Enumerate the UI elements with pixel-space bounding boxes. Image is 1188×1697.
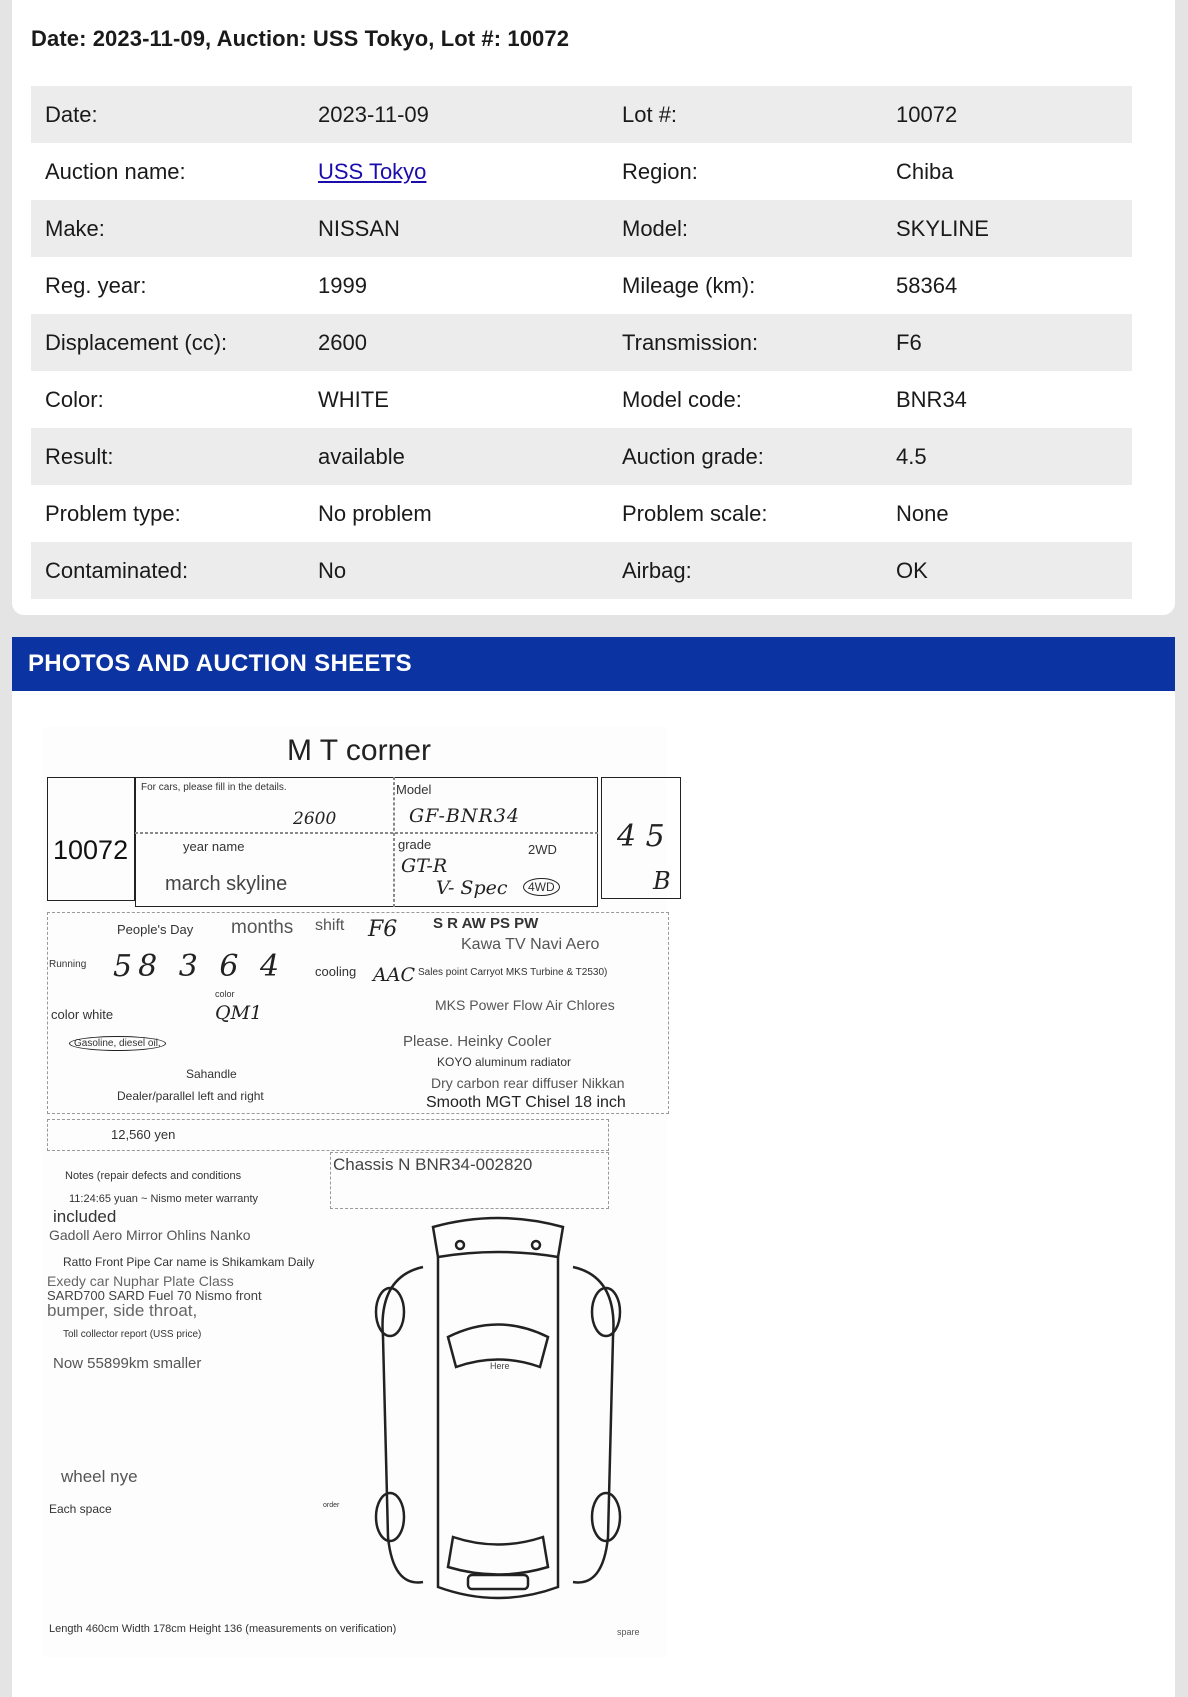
sheet-grade-label: grade <box>398 837 432 852</box>
sheet-grade-sub: V- Spec <box>436 877 508 899</box>
sheet-running-label: Running <box>49 959 87 970</box>
sheet-order: order <box>323 1502 340 1509</box>
sheet-notes-label: Notes (repair defects and conditions <box>65 1170 242 1182</box>
sheet-fill-note: For cars, please fill in the details. <box>141 782 287 793</box>
sheet-displacement: 2600 <box>293 809 337 829</box>
wheel-front-left <box>376 1288 404 1336</box>
sheet-notes-line6: SARD700 SARD Fuel 70 Nismo front <box>47 1288 262 1303</box>
sheet-notes-line1: 11:24:65 yuan ~ Nismo meter warranty <box>69 1193 259 1205</box>
sheet-notes-line2: included <box>53 1207 117 1226</box>
sheet-kawa: Kawa TV Navi Aero <box>461 936 600 953</box>
detail-value: BNR34 <box>896 386 967 412</box>
sheet-model-code: GF-BNR34 <box>409 805 520 827</box>
detail-label: Result: <box>31 428 304 485</box>
sheet-now-smaller: Now 55899km smaller <box>53 1355 202 1372</box>
details-row <box>31 542 1132 599</box>
sheet-chassis: Chassis N BNR34-002820 <box>333 1155 533 1174</box>
wheel-front-right <box>592 1288 620 1336</box>
detail-label: Transmission: <box>608 314 882 371</box>
car-mirror-left <box>456 1241 464 1249</box>
sheet-shift-value: F6 <box>368 917 398 942</box>
sheet-koyo: KOYO aluminum radiator <box>437 1055 572 1069</box>
detail-label: Model: <box>608 200 882 257</box>
auction-details-table <box>31 86 1132 599</box>
auction-sheet-image[interactable] <box>43 727 671 1657</box>
detail-label: Displacement (cc): <box>31 314 304 371</box>
sheet-sales-point: Sales point Carryot MKS Turbine & T2530) <box>418 967 608 978</box>
car-rear-light <box>468 1575 528 1589</box>
sheet-grade-value: GT-R <box>401 855 448 877</box>
sheet-divider <box>135 832 598 834</box>
photos-card <box>12 637 1175 1697</box>
sheet-cooling-label: cooling <box>315 964 357 979</box>
sheet-notes-line5: Exedy car Nuphar Plate Class <box>47 1273 234 1289</box>
detail-label: Airbag: <box>608 542 882 599</box>
details-row <box>31 485 1132 542</box>
detail-value[interactable] <box>304 143 608 200</box>
detail-value: WHITE <box>318 386 389 412</box>
details-row <box>31 86 1132 143</box>
sheet-notes-line7: bumper, side throat, <box>47 1301 198 1320</box>
sheet-color-code: QM1 <box>215 1002 263 1024</box>
detail-label: Contaminated: <box>31 542 304 599</box>
detail-value: Chiba <box>896 158 954 184</box>
sheet-fuel: Gasoline, diesel oil, <box>69 1036 166 1051</box>
sheet-notes-line4: Ratto Front Pipe Car name is Shikamkam Daily <box>63 1255 315 1269</box>
sheet-length: Length 460cm Width 178cm Height 136 (measurements on verification) <box>49 1623 397 1635</box>
sheet-cooling-value: AAC <box>373 964 415 986</box>
sheet-dry-carbon: Dry carbon rear diffuser Nikkan <box>431 1075 625 1091</box>
sheet-heinky: Please. Heinky Cooler <box>403 1033 552 1050</box>
detail-label: Problem scale: <box>622 500 768 526</box>
sheet-notes-line3: Gadoll Aero Mirror Ohlins Nanko <box>49 1227 251 1243</box>
detail-value: F6 <box>882 314 1132 371</box>
wheel-rear-right <box>592 1493 620 1541</box>
sheet-options: S R AW PS PW <box>433 915 539 932</box>
auction-title: Date: 2023-11-09, Auction: USS Tokyo, Lot #: 10072 <box>31 26 570 51</box>
detail-value: 2600 <box>304 314 608 371</box>
sheet-model-label: Model <box>396 782 432 797</box>
detail-value: SKYLINE <box>882 200 1132 257</box>
car-diagram <box>368 1217 628 1617</box>
sheet-corner-title: M T corner <box>287 734 431 767</box>
photos-section-header: PHOTOS AND AUCTION SHEETS <box>12 637 1175 691</box>
details-row <box>31 371 1132 428</box>
car-rear-window <box>448 1537 548 1575</box>
detail-label: Color: <box>45 386 104 412</box>
sheet-shift-label: shift <box>315 917 345 934</box>
detail-label: Region: <box>622 158 698 184</box>
sheet-mks: MKS Power Flow Air Chlores <box>435 997 615 1013</box>
detail-label: Problem type: <box>45 500 181 526</box>
detail-label: Mileage (km): <box>622 272 756 298</box>
sheet-interior-grade: B <box>653 867 671 895</box>
car-roof-outline <box>433 1218 563 1257</box>
sheet-color-label: color <box>215 989 235 999</box>
detail-value: No <box>304 542 608 599</box>
details-row <box>31 428 1132 485</box>
sheet-march-skyline: march skyline <box>165 873 288 895</box>
sheet-spare: spare <box>617 1627 640 1637</box>
sheet-each-space: Each space <box>49 1502 112 1516</box>
detail-value: No problem <box>318 500 432 526</box>
details-row <box>31 143 1132 200</box>
sheet-here: Here <box>490 1361 510 1371</box>
detail-value: available <box>304 428 608 485</box>
sheet-dealer: Dealer/parallel left and right <box>117 1089 264 1103</box>
sheet-eval-score: 4 5 <box>617 819 665 854</box>
detail-value: OK <box>882 542 1132 599</box>
auction-name-link[interactable]: USS Tokyo <box>318 158 427 184</box>
detail-value: 58364 <box>896 272 958 298</box>
detail-label: Model code: <box>622 386 742 412</box>
car-body-outline <box>438 1257 558 1598</box>
sheet-color-white: color white <box>51 1007 114 1022</box>
sheet-sahandle: Sahandle <box>186 1067 237 1081</box>
details-row <box>31 200 1132 257</box>
detail-label: Date: <box>31 86 304 143</box>
detail-value: 10072 <box>882 86 1132 143</box>
detail-value: NISSAN <box>304 200 608 257</box>
detail-value: None <box>896 500 949 526</box>
detail-label: Auction name: <box>45 158 186 184</box>
detail-label: Lot #: <box>608 86 882 143</box>
sheet-wheel-nye: wheel nye <box>61 1467 138 1486</box>
details-row <box>31 257 1132 314</box>
sheet-year-name-label: year name <box>183 839 245 854</box>
detail-value: 1999 <box>318 272 367 298</box>
sheet-divider <box>393 777 395 907</box>
sheet-mileage-hand: 58 3 6 4 <box>113 949 286 984</box>
sheet-toll: Toll collector report (USS price) <box>63 1329 202 1340</box>
car-mirror-right <box>532 1241 540 1249</box>
wheel-rear-left <box>376 1493 404 1541</box>
sheet-smooth: Smooth MGT Chisel 18 inch <box>426 1094 626 1111</box>
sheet-lot-number: 10072 <box>53 835 129 865</box>
detail-label: Make: <box>31 200 304 257</box>
detail-value: 4.5 <box>882 428 1132 485</box>
sheet-drive: 2WD <box>528 842 557 857</box>
detail-label: Reg. year: <box>45 272 147 298</box>
detail-label: Auction grade: <box>608 428 882 485</box>
sheet-peoples-day: People's Day <box>117 922 194 937</box>
details-row <box>31 314 1132 371</box>
sheet-months: months <box>231 917 294 938</box>
sheet-drive-circled: 4WD <box>523 878 560 896</box>
detail-value: 2023-11-09 <box>304 86 608 143</box>
sheet-yen: 12,560 yen <box>111 1127 176 1142</box>
